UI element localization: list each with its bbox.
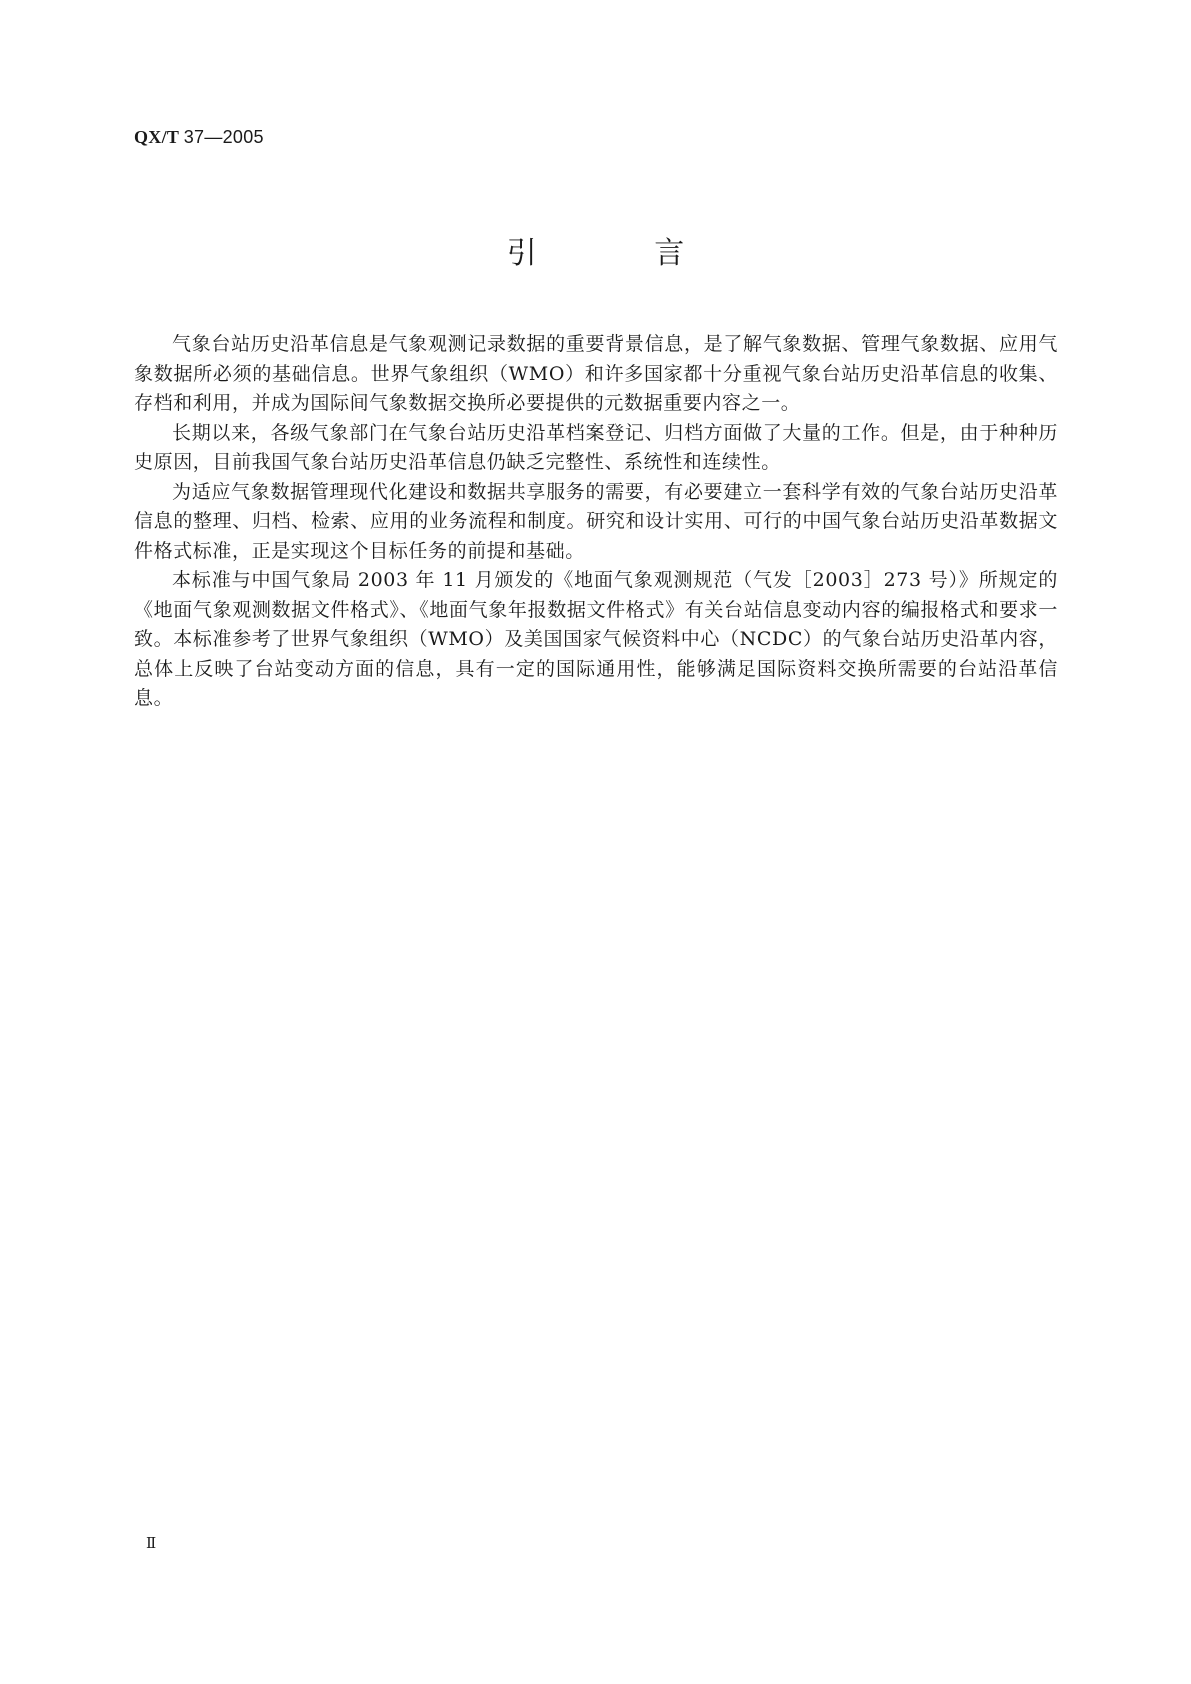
standard-number: 37—2005 — [183, 127, 264, 147]
page-number: Ⅱ — [146, 1536, 157, 1552]
paragraph: 长期以来，各级气象部门在气象台站历史沿革档案登记、归档方面做了大量的工作。但是，由于种种历史原因，目前我国气象台站历史沿革信息仍缺乏完整性、系统性和连续性。 — [134, 421, 1058, 473]
body-text — [134, 330, 1058, 714]
paragraph: 气象台站历史沿革信息是气象观测记录数据的重要背景信息，是了解气象数据、管理气象数据、应用气象数据所必须的基础信息。世界气象组织（WMO）和许多国家都十分重视气象台站历史沿革信息的收集、存档和利用，并成为国际间气象数据交换所必要提供的元数据重要内容之一。 — [134, 333, 1058, 414]
paragraph: 本标准与中国气象局 2003 年 11 月颁发的《地面气象观测规范（气发［2003］273 号）》所规定的《地面气象观测数据文件格式》、《地面气象年报数据文件格式》有关台站信息变动内容的编报格式和要求一致。本标准参考了世界气象组织（WMO）及美国国家气候资料中心（NCDC）的气象台站历史沿革内容，总体上反映了台站变动方面的信息，具有一定的国际通用性，能够满足国际资料交换所需要的台站沿革信息。 — [134, 569, 1058, 709]
paragraph: 为适应气象数据管理现代化建设和数据共享服务的需要，有必要建立一套科学有效的气象台站历史沿革信息的整理、归档、检索、应用的业务流程和制度。研究和设计实用、可行的中国气象台站历史沿革数据文件格式标准，正是实现这个目标任务的前提和基础。 — [134, 480, 1058, 562]
standard-code — [134, 127, 264, 148]
standard-prefix: QX/T — [134, 127, 179, 147]
section-title: 引 言 — [506, 236, 739, 271]
